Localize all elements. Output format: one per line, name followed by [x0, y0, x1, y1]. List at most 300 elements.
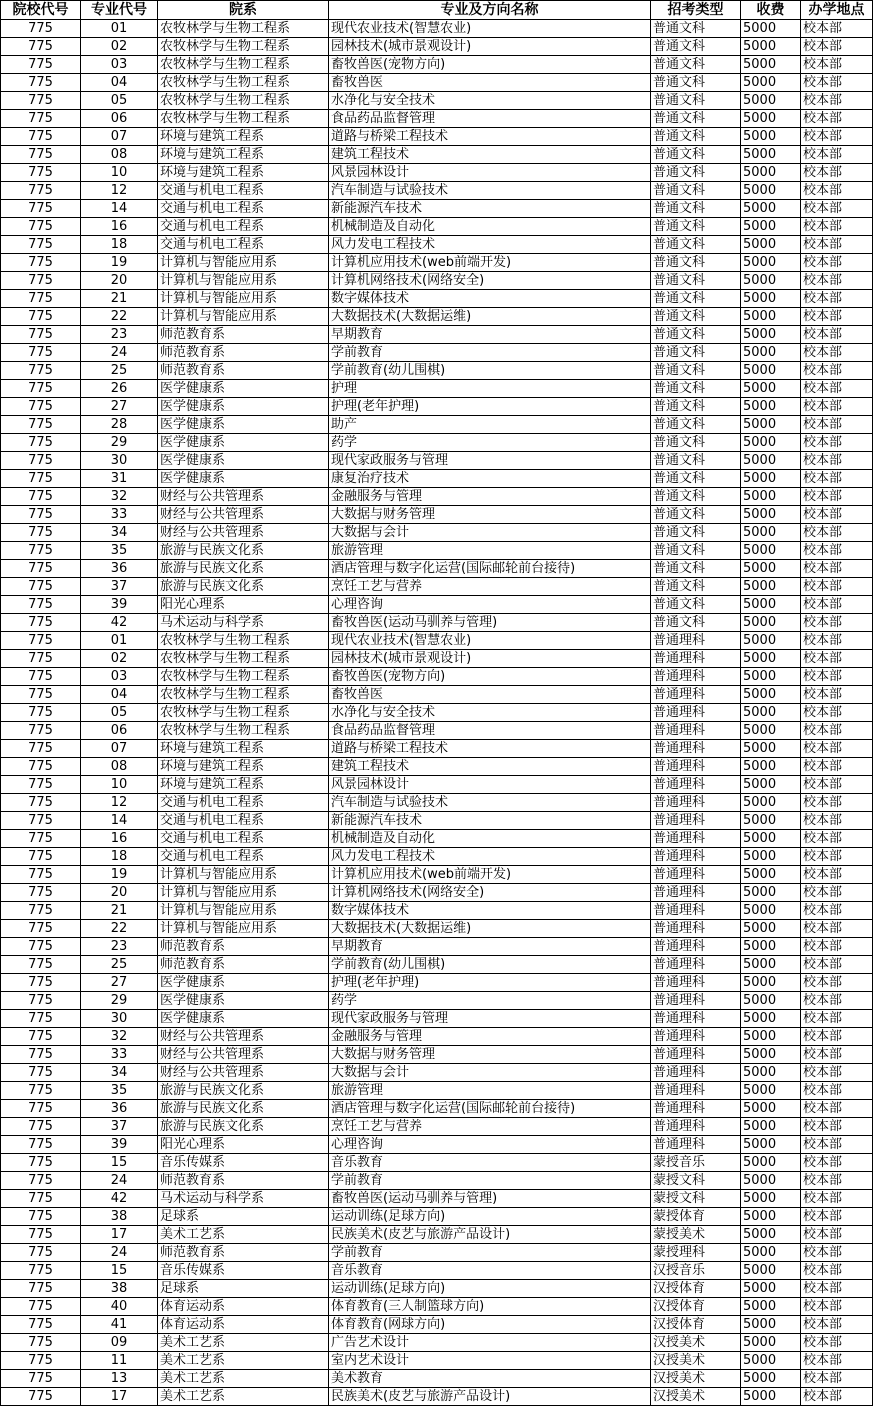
- cell-tuition[interactable]: 5000: [741, 1352, 801, 1370]
- cell-tuition[interactable]: 5000: [741, 920, 801, 938]
- cell-campus[interactable]: 校本部: [801, 290, 873, 308]
- cell-major-code[interactable]: 15: [81, 1262, 158, 1280]
- cell-campus[interactable]: 校本部: [801, 1316, 873, 1334]
- cell-admission-type[interactable]: 普通理科: [651, 704, 741, 722]
- cell-major-name[interactable]: 运动训练(足球方向): [329, 1280, 651, 1298]
- cell-major-code[interactable]: 17: [81, 1388, 158, 1406]
- cell-department[interactable]: 农牧林学与生物工程系: [158, 722, 329, 740]
- cell-admission-type[interactable]: 普通文科: [651, 164, 741, 182]
- cell-campus[interactable]: 校本部: [801, 578, 873, 596]
- cell-department[interactable]: 交通与机电工程系: [158, 812, 329, 830]
- cell-major-name[interactable]: 早期教育: [329, 938, 651, 956]
- cell-campus[interactable]: 校本部: [801, 902, 873, 920]
- cell-major-name[interactable]: 畜牧兽医(宠物方向): [329, 668, 651, 686]
- cell-major-code[interactable]: 14: [81, 812, 158, 830]
- cell-admission-type[interactable]: 普通文科: [651, 560, 741, 578]
- cell-admission-type[interactable]: 普通理科: [651, 866, 741, 884]
- cell-department[interactable]: 医学健康系: [158, 1010, 329, 1028]
- cell-major-name[interactable]: 大数据与财务管理: [329, 506, 651, 524]
- cell-campus[interactable]: 校本部: [801, 1388, 873, 1406]
- cell-admission-type[interactable]: 普通文科: [651, 290, 741, 308]
- cell-department[interactable]: 计算机与智能应用系: [158, 884, 329, 902]
- cell-school-code[interactable]: 775: [1, 1010, 81, 1028]
- cell-campus[interactable]: 校本部: [801, 1100, 873, 1118]
- cell-school-code[interactable]: 775: [1, 1370, 81, 1388]
- cell-tuition[interactable]: 5000: [741, 452, 801, 470]
- cell-campus[interactable]: 校本部: [801, 524, 873, 542]
- cell-major-code[interactable]: 03: [81, 56, 158, 74]
- cell-department[interactable]: 师范教育系: [158, 956, 329, 974]
- cell-tuition[interactable]: 5000: [741, 542, 801, 560]
- cell-school-code[interactable]: 775: [1, 1280, 81, 1298]
- cell-admission-type[interactable]: 普通文科: [651, 110, 741, 128]
- cell-major-code[interactable]: 16: [81, 830, 158, 848]
- cell-admission-type[interactable]: 普通文科: [651, 128, 741, 146]
- cell-school-code[interactable]: 775: [1, 776, 81, 794]
- cell-tuition[interactable]: 5000: [741, 1100, 801, 1118]
- cell-school-code[interactable]: 775: [1, 974, 81, 992]
- cell-campus[interactable]: 校本部: [801, 128, 873, 146]
- cell-tuition[interactable]: 5000: [741, 1298, 801, 1316]
- cell-admission-type[interactable]: 普通文科: [651, 614, 741, 632]
- cell-admission-type[interactable]: 普通文科: [651, 308, 741, 326]
- cell-tuition[interactable]: 5000: [741, 992, 801, 1010]
- cell-major-code[interactable]: 14: [81, 200, 158, 218]
- cell-major-name[interactable]: 助产: [329, 416, 651, 434]
- cell-campus[interactable]: 校本部: [801, 182, 873, 200]
- cell-major-name[interactable]: 计算机应用技术(web前端开发): [329, 866, 651, 884]
- cell-department[interactable]: 计算机与智能应用系: [158, 272, 329, 290]
- cell-tuition[interactable]: 5000: [741, 740, 801, 758]
- cell-campus[interactable]: 校本部: [801, 1244, 873, 1262]
- cell-school-code[interactable]: 775: [1, 74, 81, 92]
- cell-tuition[interactable]: 5000: [741, 326, 801, 344]
- cell-major-name[interactable]: 畜牧兽医(运动马驯养与管理): [329, 614, 651, 632]
- cell-department[interactable]: 计算机与智能应用系: [158, 866, 329, 884]
- cell-school-code[interactable]: 775: [1, 596, 81, 614]
- cell-major-code[interactable]: 26: [81, 380, 158, 398]
- cell-admission-type[interactable]: 普通文科: [651, 452, 741, 470]
- cell-major-code[interactable]: 30: [81, 1010, 158, 1028]
- cell-admission-type[interactable]: 汉授美术: [651, 1370, 741, 1388]
- cell-campus[interactable]: 校本部: [801, 848, 873, 866]
- cell-major-name[interactable]: 机械制造及自动化: [329, 830, 651, 848]
- cell-department[interactable]: 环境与建筑工程系: [158, 740, 329, 758]
- cell-tuition[interactable]: 5000: [741, 236, 801, 254]
- cell-campus[interactable]: 校本部: [801, 560, 873, 578]
- cell-department[interactable]: 体育运动系: [158, 1298, 329, 1316]
- cell-campus[interactable]: 校本部: [801, 56, 873, 74]
- cell-department[interactable]: 农牧林学与生物工程系: [158, 20, 329, 38]
- cell-major-name[interactable]: 风力发电工程技术: [329, 236, 651, 254]
- cell-major-name[interactable]: 药学: [329, 434, 651, 452]
- cell-admission-type[interactable]: 汉授体育: [651, 1298, 741, 1316]
- cell-school-code[interactable]: 775: [1, 578, 81, 596]
- cell-department[interactable]: 交通与机电工程系: [158, 830, 329, 848]
- cell-department[interactable]: 交通与机电工程系: [158, 794, 329, 812]
- header-school-code[interactable]: 院校代号: [1, 1, 81, 20]
- cell-admission-type[interactable]: 普通文科: [651, 56, 741, 74]
- cell-tuition[interactable]: 5000: [741, 1010, 801, 1028]
- cell-major-name[interactable]: 旅游管理: [329, 1082, 651, 1100]
- cell-admission-type[interactable]: 蒙授体育: [651, 1208, 741, 1226]
- cell-tuition[interactable]: 5000: [741, 290, 801, 308]
- cell-department[interactable]: 旅游与民族文化系: [158, 1100, 329, 1118]
- cell-department[interactable]: 旅游与民族文化系: [158, 1118, 329, 1136]
- cell-major-name[interactable]: 金融服务与管理: [329, 1028, 651, 1046]
- cell-tuition[interactable]: 5000: [741, 398, 801, 416]
- cell-school-code[interactable]: 775: [1, 740, 81, 758]
- cell-campus[interactable]: 校本部: [801, 1172, 873, 1190]
- cell-tuition[interactable]: 5000: [741, 722, 801, 740]
- cell-tuition[interactable]: 5000: [741, 632, 801, 650]
- cell-major-code[interactable]: 35: [81, 542, 158, 560]
- cell-major-name[interactable]: 护理(老年护理): [329, 974, 651, 992]
- cell-major-name[interactable]: 大数据与会计: [329, 1064, 651, 1082]
- cell-major-name[interactable]: 计算机应用技术(web前端开发): [329, 254, 651, 272]
- cell-tuition[interactable]: 5000: [741, 434, 801, 452]
- cell-department[interactable]: 农牧林学与生物工程系: [158, 56, 329, 74]
- cell-major-code[interactable]: 36: [81, 560, 158, 578]
- cell-campus[interactable]: 校本部: [801, 1028, 873, 1046]
- cell-admission-type[interactable]: 普通理科: [651, 1046, 741, 1064]
- cell-admission-type[interactable]: 蒙授音乐: [651, 1154, 741, 1172]
- cell-school-code[interactable]: 775: [1, 362, 81, 380]
- cell-major-name[interactable]: 民族美术(皮艺与旅游产品设计): [329, 1388, 651, 1406]
- cell-department[interactable]: 师范教育系: [158, 344, 329, 362]
- cell-major-code[interactable]: 16: [81, 218, 158, 236]
- cell-tuition[interactable]: 5000: [741, 578, 801, 596]
- cell-tuition[interactable]: 5000: [741, 1172, 801, 1190]
- cell-school-code[interactable]: 775: [1, 1334, 81, 1352]
- cell-department[interactable]: 旅游与民族文化系: [158, 1082, 329, 1100]
- cell-department[interactable]: 旅游与民族文化系: [158, 542, 329, 560]
- cell-campus[interactable]: 校本部: [801, 614, 873, 632]
- cell-tuition[interactable]: 5000: [741, 668, 801, 686]
- cell-campus[interactable]: 校本部: [801, 506, 873, 524]
- cell-major-code[interactable]: 25: [81, 956, 158, 974]
- cell-school-code[interactable]: 775: [1, 182, 81, 200]
- cell-admission-type[interactable]: 普通文科: [651, 398, 741, 416]
- cell-major-code[interactable]: 38: [81, 1208, 158, 1226]
- cell-school-code[interactable]: 775: [1, 830, 81, 848]
- cell-major-name[interactable]: 旅游管理: [329, 542, 651, 560]
- cell-school-code[interactable]: 775: [1, 650, 81, 668]
- cell-major-name[interactable]: 大数据技术(大数据运维): [329, 920, 651, 938]
- cell-major-name[interactable]: 现代家政服务与管理: [329, 452, 651, 470]
- cell-tuition[interactable]: 5000: [741, 218, 801, 236]
- cell-campus[interactable]: 校本部: [801, 416, 873, 434]
- cell-admission-type[interactable]: 普通文科: [651, 92, 741, 110]
- cell-school-code[interactable]: 775: [1, 524, 81, 542]
- cell-major-name[interactable]: 康复治疗技术: [329, 470, 651, 488]
- cell-school-code[interactable]: 775: [1, 416, 81, 434]
- cell-tuition[interactable]: 5000: [741, 506, 801, 524]
- cell-school-code[interactable]: 775: [1, 20, 81, 38]
- cell-department[interactable]: 足球系: [158, 1280, 329, 1298]
- cell-tuition[interactable]: 5000: [741, 1154, 801, 1172]
- cell-admission-type[interactable]: 普通理科: [651, 1064, 741, 1082]
- cell-tuition[interactable]: 5000: [741, 902, 801, 920]
- header-campus[interactable]: 办学地点: [801, 1, 873, 20]
- cell-tuition[interactable]: 5000: [741, 1190, 801, 1208]
- cell-school-code[interactable]: 775: [1, 992, 81, 1010]
- cell-tuition[interactable]: 5000: [741, 1316, 801, 1334]
- cell-major-name[interactable]: 水净化与安全技术: [329, 704, 651, 722]
- cell-admission-type[interactable]: 普通理科: [651, 902, 741, 920]
- cell-major-code[interactable]: 24: [81, 1172, 158, 1190]
- cell-admission-type[interactable]: 蒙授美术: [651, 1226, 741, 1244]
- cell-admission-type[interactable]: 普通文科: [651, 74, 741, 92]
- cell-department[interactable]: 马术运动与科学系: [158, 1190, 329, 1208]
- cell-major-code[interactable]: 13: [81, 1370, 158, 1388]
- cell-admission-type[interactable]: 蒙授文科: [651, 1190, 741, 1208]
- cell-admission-type[interactable]: 普通文科: [651, 272, 741, 290]
- cell-school-code[interactable]: 775: [1, 920, 81, 938]
- cell-tuition[interactable]: 5000: [741, 776, 801, 794]
- cell-major-code[interactable]: 09: [81, 1334, 158, 1352]
- cell-major-code[interactable]: 10: [81, 164, 158, 182]
- cell-school-code[interactable]: 775: [1, 452, 81, 470]
- cell-admission-type[interactable]: 普通文科: [651, 380, 741, 398]
- cell-major-name[interactable]: 体育教育(网球方向): [329, 1316, 651, 1334]
- cell-department[interactable]: 阳光心理系: [158, 596, 329, 614]
- cell-major-name[interactable]: 汽车制造与试验技术: [329, 182, 651, 200]
- cell-department[interactable]: 计算机与智能应用系: [158, 902, 329, 920]
- cell-admission-type[interactable]: 普通理科: [651, 830, 741, 848]
- cell-school-code[interactable]: 775: [1, 884, 81, 902]
- cell-department[interactable]: 财经与公共管理系: [158, 1064, 329, 1082]
- cell-school-code[interactable]: 775: [1, 1064, 81, 1082]
- cell-campus[interactable]: 校本部: [801, 992, 873, 1010]
- cell-major-name[interactable]: 药学: [329, 992, 651, 1010]
- cell-campus[interactable]: 校本部: [801, 1298, 873, 1316]
- cell-major-name[interactable]: 机械制造及自动化: [329, 218, 651, 236]
- cell-major-name[interactable]: 数字媒体技术: [329, 290, 651, 308]
- cell-department[interactable]: 财经与公共管理系: [158, 506, 329, 524]
- cell-admission-type[interactable]: 普通理科: [651, 884, 741, 902]
- cell-major-name[interactable]: 数字媒体技术: [329, 902, 651, 920]
- cell-major-name[interactable]: 风景园林设计: [329, 164, 651, 182]
- cell-major-name[interactable]: 学前教育: [329, 344, 651, 362]
- cell-campus[interactable]: 校本部: [801, 1136, 873, 1154]
- cell-department[interactable]: 美术工艺系: [158, 1370, 329, 1388]
- cell-major-code[interactable]: 31: [81, 470, 158, 488]
- cell-tuition[interactable]: 5000: [741, 488, 801, 506]
- cell-major-code[interactable]: 08: [81, 758, 158, 776]
- cell-department[interactable]: 农牧林学与生物工程系: [158, 110, 329, 128]
- cell-tuition[interactable]: 5000: [741, 794, 801, 812]
- cell-campus[interactable]: 校本部: [801, 308, 873, 326]
- header-major-name[interactable]: 专业及方向名称: [329, 1, 651, 20]
- cell-tuition[interactable]: 5000: [741, 884, 801, 902]
- cell-department[interactable]: 交通与机电工程系: [158, 848, 329, 866]
- cell-admission-type[interactable]: 普通文科: [651, 182, 741, 200]
- cell-campus[interactable]: 校本部: [801, 956, 873, 974]
- cell-major-name[interactable]: 园林技术(城市景观设计): [329, 650, 651, 668]
- cell-admission-type[interactable]: 汉授美术: [651, 1388, 741, 1406]
- cell-admission-type[interactable]: 普通文科: [651, 344, 741, 362]
- cell-major-code[interactable]: 23: [81, 938, 158, 956]
- cell-campus[interactable]: 校本部: [801, 758, 873, 776]
- cell-admission-type[interactable]: 普通理科: [651, 812, 741, 830]
- cell-campus[interactable]: 校本部: [801, 1154, 873, 1172]
- cell-major-name[interactable]: 学前教育: [329, 1244, 651, 1262]
- cell-major-name[interactable]: 现代家政服务与管理: [329, 1010, 651, 1028]
- cell-tuition[interactable]: 5000: [741, 1388, 801, 1406]
- cell-major-name[interactable]: 金融服务与管理: [329, 488, 651, 506]
- cell-major-code[interactable]: 06: [81, 110, 158, 128]
- cell-admission-type[interactable]: 普通文科: [651, 254, 741, 272]
- cell-major-code[interactable]: 34: [81, 524, 158, 542]
- cell-campus[interactable]: 校本部: [801, 812, 873, 830]
- cell-campus[interactable]: 校本部: [801, 974, 873, 992]
- cell-department[interactable]: 体育运动系: [158, 1316, 329, 1334]
- cell-admission-type[interactable]: 汉授美术: [651, 1352, 741, 1370]
- cell-major-name[interactable]: 园林技术(城市景观设计): [329, 38, 651, 56]
- cell-department[interactable]: 旅游与民族文化系: [158, 578, 329, 596]
- cell-admission-type[interactable]: 普通文科: [651, 416, 741, 434]
- cell-school-code[interactable]: 775: [1, 1262, 81, 1280]
- cell-tuition[interactable]: 5000: [741, 1082, 801, 1100]
- cell-campus[interactable]: 校本部: [801, 1226, 873, 1244]
- cell-major-name[interactable]: 心理咨询: [329, 1136, 651, 1154]
- cell-major-name[interactable]: 食品药品监督管理: [329, 110, 651, 128]
- cell-school-code[interactable]: 775: [1, 722, 81, 740]
- cell-department[interactable]: 交通与机电工程系: [158, 200, 329, 218]
- cell-campus[interactable]: 校本部: [801, 110, 873, 128]
- cell-major-code[interactable]: 12: [81, 794, 158, 812]
- cell-major-name[interactable]: 计算机网络技术(网络安全): [329, 272, 651, 290]
- cell-major-code[interactable]: 29: [81, 992, 158, 1010]
- cell-admission-type[interactable]: 普通文科: [651, 524, 741, 542]
- cell-admission-type[interactable]: 蒙授理科: [651, 1244, 741, 1262]
- cell-department[interactable]: 美术工艺系: [158, 1352, 329, 1370]
- cell-major-name[interactable]: 心理咨询: [329, 596, 651, 614]
- cell-tuition[interactable]: 5000: [741, 704, 801, 722]
- cell-campus[interactable]: 校本部: [801, 452, 873, 470]
- cell-school-code[interactable]: 775: [1, 506, 81, 524]
- cell-school-code[interactable]: 775: [1, 254, 81, 272]
- cell-tuition[interactable]: 5000: [741, 56, 801, 74]
- cell-major-code[interactable]: 42: [81, 614, 158, 632]
- cell-major-code[interactable]: 02: [81, 650, 158, 668]
- cell-campus[interactable]: 校本部: [801, 164, 873, 182]
- cell-major-name[interactable]: 道路与桥梁工程技术: [329, 740, 651, 758]
- cell-school-code[interactable]: 775: [1, 236, 81, 254]
- cell-major-name[interactable]: 畜牧兽医: [329, 686, 651, 704]
- cell-tuition[interactable]: 5000: [741, 1064, 801, 1082]
- cell-tuition[interactable]: 5000: [741, 650, 801, 668]
- cell-department[interactable]: 医学健康系: [158, 470, 329, 488]
- cell-major-code[interactable]: 37: [81, 578, 158, 596]
- cell-campus[interactable]: 校本部: [801, 668, 873, 686]
- cell-admission-type[interactable]: 汉授体育: [651, 1316, 741, 1334]
- cell-major-code[interactable]: 18: [81, 236, 158, 254]
- cell-admission-type[interactable]: 普通理科: [651, 1118, 741, 1136]
- cell-tuition[interactable]: 5000: [741, 596, 801, 614]
- cell-school-code[interactable]: 775: [1, 956, 81, 974]
- cell-major-code[interactable]: 32: [81, 1028, 158, 1046]
- cell-major-code[interactable]: 35: [81, 1082, 158, 1100]
- cell-tuition[interactable]: 5000: [741, 560, 801, 578]
- cell-department[interactable]: 旅游与民族文化系: [158, 560, 329, 578]
- cell-department[interactable]: 财经与公共管理系: [158, 488, 329, 506]
- cell-admission-type[interactable]: 普通理科: [651, 650, 741, 668]
- cell-campus[interactable]: 校本部: [801, 326, 873, 344]
- cell-major-code[interactable]: 05: [81, 92, 158, 110]
- cell-campus[interactable]: 校本部: [801, 740, 873, 758]
- cell-major-name[interactable]: 酒店管理与数字化运营(国际邮轮前台接待): [329, 560, 651, 578]
- header-department[interactable]: 院系: [158, 1, 329, 20]
- cell-department[interactable]: 医学健康系: [158, 974, 329, 992]
- cell-tuition[interactable]: 5000: [741, 1370, 801, 1388]
- cell-campus[interactable]: 校本部: [801, 722, 873, 740]
- cell-campus[interactable]: 校本部: [801, 362, 873, 380]
- cell-admission-type[interactable]: 普通文科: [651, 362, 741, 380]
- cell-department[interactable]: 师范教育系: [158, 1244, 329, 1262]
- cell-admission-type[interactable]: 普通文科: [651, 470, 741, 488]
- cell-admission-type[interactable]: 汉授美术: [651, 1334, 741, 1352]
- cell-campus[interactable]: 校本部: [801, 470, 873, 488]
- cell-department[interactable]: 农牧林学与生物工程系: [158, 668, 329, 686]
- cell-school-code[interactable]: 775: [1, 1244, 81, 1262]
- cell-admission-type[interactable]: 普通文科: [651, 488, 741, 506]
- cell-tuition[interactable]: 5000: [741, 416, 801, 434]
- cell-major-name[interactable]: 运动训练(足球方向): [329, 1208, 651, 1226]
- cell-campus[interactable]: 校本部: [801, 434, 873, 452]
- cell-major-name[interactable]: 护理(老年护理): [329, 398, 651, 416]
- cell-school-code[interactable]: 775: [1, 1136, 81, 1154]
- cell-school-code[interactable]: 775: [1, 794, 81, 812]
- cell-major-code[interactable]: 24: [81, 344, 158, 362]
- cell-school-code[interactable]: 775: [1, 398, 81, 416]
- cell-tuition[interactable]: 5000: [741, 524, 801, 542]
- cell-department[interactable]: 师范教育系: [158, 938, 329, 956]
- cell-major-code[interactable]: 17: [81, 1226, 158, 1244]
- cell-campus[interactable]: 校本部: [801, 596, 873, 614]
- cell-major-name[interactable]: 畜牧兽医(运动马驯养与管理): [329, 1190, 651, 1208]
- cell-tuition[interactable]: 5000: [741, 146, 801, 164]
- cell-school-code[interactable]: 775: [1, 1298, 81, 1316]
- cell-major-name[interactable]: 广告艺术设计: [329, 1334, 651, 1352]
- cell-school-code[interactable]: 775: [1, 200, 81, 218]
- cell-campus[interactable]: 校本部: [801, 236, 873, 254]
- cell-major-code[interactable]: 18: [81, 848, 158, 866]
- cell-major-code[interactable]: 02: [81, 38, 158, 56]
- cell-major-name[interactable]: 音乐教育: [329, 1262, 651, 1280]
- cell-admission-type[interactable]: 普通文科: [651, 434, 741, 452]
- cell-admission-type[interactable]: 蒙授文科: [651, 1172, 741, 1190]
- cell-major-name[interactable]: 建筑工程技术: [329, 758, 651, 776]
- cell-tuition[interactable]: 5000: [741, 1118, 801, 1136]
- cell-major-name[interactable]: 酒店管理与数字化运营(国际邮轮前台接待): [329, 1100, 651, 1118]
- cell-school-code[interactable]: 775: [1, 704, 81, 722]
- cell-campus[interactable]: 校本部: [801, 398, 873, 416]
- cell-major-name[interactable]: 音乐教育: [329, 1154, 651, 1172]
- cell-tuition[interactable]: 5000: [741, 1226, 801, 1244]
- cell-tuition[interactable]: 5000: [741, 74, 801, 92]
- cell-campus[interactable]: 校本部: [801, 704, 873, 722]
- cell-department[interactable]: 医学健康系: [158, 434, 329, 452]
- cell-department[interactable]: 农牧林学与生物工程系: [158, 632, 329, 650]
- cell-admission-type[interactable]: 普通理科: [651, 956, 741, 974]
- cell-department[interactable]: 医学健康系: [158, 992, 329, 1010]
- cell-campus[interactable]: 校本部: [801, 200, 873, 218]
- cell-major-code[interactable]: 24: [81, 1244, 158, 1262]
- cell-major-code[interactable]: 36: [81, 1100, 158, 1118]
- cell-campus[interactable]: 校本部: [801, 218, 873, 236]
